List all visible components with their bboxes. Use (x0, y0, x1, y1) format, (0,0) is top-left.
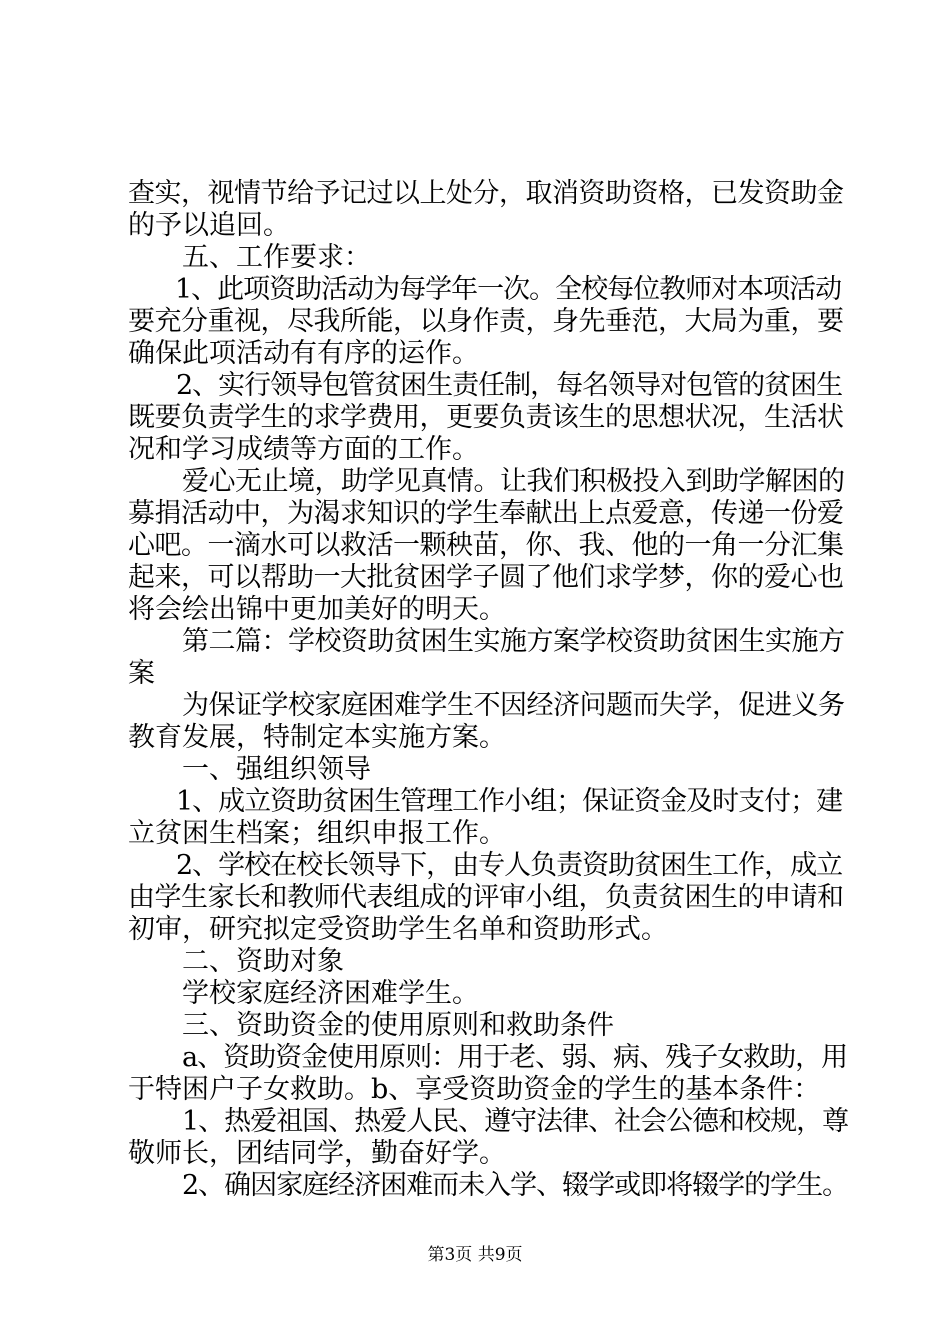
text-line: 学校家庭经济困难学生。 (182, 978, 479, 1009)
text-line: 敬师长，团结同学，勤奋好学。 (128, 1138, 506, 1169)
text-line: 初审，研究拟定受资助学生名单和资助形式。 (128, 914, 668, 945)
text-line: 将会绘出锦中更加美好的明天。 (128, 594, 506, 625)
text-line: 募捐活动中，为渴求知识的学生奉献出上点爱意，传递一份爱 (128, 498, 844, 529)
text-line: 由学生家长和教师代表组成的评审小组，负责贫困生的申请和 (128, 882, 844, 913)
text-line: 要充分重视，尽我所能，以身作责，身先垂范，大局为重，要 (128, 306, 844, 337)
text-line: 2、确因家庭经济困难而未入学、辍学或即将辍学的学生。 (182, 1170, 849, 1201)
text-line: 心吧。一滴水可以救活一颗秧苗，你、我、他的一角一分汇集 (128, 530, 844, 561)
text-line: 况和学习成绩等方面的工作。 (128, 434, 479, 465)
text-line: 于特困户子女救助。b、享受资助资金的学生的基本条件： (128, 1074, 821, 1105)
text-line: 教育发展，特制定本实施方案。 (128, 722, 506, 753)
text-line: 为保证学校家庭困难学生不因经济问题而失学，促进义务 (182, 690, 845, 721)
text-line: 查实，视情节给予记过以上处分，取消资助资格，已发资助金 (128, 178, 844, 209)
section-heading: 五、工作要求： (182, 242, 371, 273)
text-line: 1、此项资助活动为每学年一次。全校每位教师对本项活动 (175, 274, 842, 305)
page-number-footer: 第3页 共9页 (427, 1245, 523, 1265)
text-line: 爱心无止境，助学见真情。让我们积极投入到助学解困的 (182, 466, 845, 497)
section-heading: 三、资助资金的使用原则和救助条件 (182, 1010, 614, 1041)
chapter-heading: 第二篇：学校资助贫困生实施方案学校资助贫困生实施方 (182, 626, 845, 657)
text-line: 的予以追回。 (128, 210, 290, 241)
text-line: 2、实行领导包管贫困生责任制，每名领导对包管的贫困生 (176, 370, 843, 401)
text-line: 2、学校在校长领导下，由专人负责资助贫困生工作，成立 (176, 850, 843, 881)
chapter-heading-continued: 案 (128, 658, 155, 689)
text-line: 1、热爱祖国、热爱人民、遵守法律、社会公德和校规，尊 (182, 1106, 849, 1137)
text-line: a、资助资金使用原则：用于老、弱、病、残子女救助，用 (182, 1042, 848, 1073)
text-line: 立贫困生档案；组织申报工作。 (128, 818, 506, 849)
section-heading: 一、强组织领导 (182, 754, 371, 785)
section-heading: 二、资助对象 (182, 946, 344, 977)
text-line: 起来，可以帮助一大批贫困学子圆了他们求学梦，你的爱心也 (128, 562, 844, 593)
text-line: 1、成立资助贫困生管理工作小组；保证资金及时支付；建 (176, 786, 843, 817)
text-line: 确保此项活动有有序的运作。 (128, 338, 479, 369)
text-line: 既要负责学生的求学费用，更要负责该生的思想状况，生活状 (128, 402, 844, 433)
